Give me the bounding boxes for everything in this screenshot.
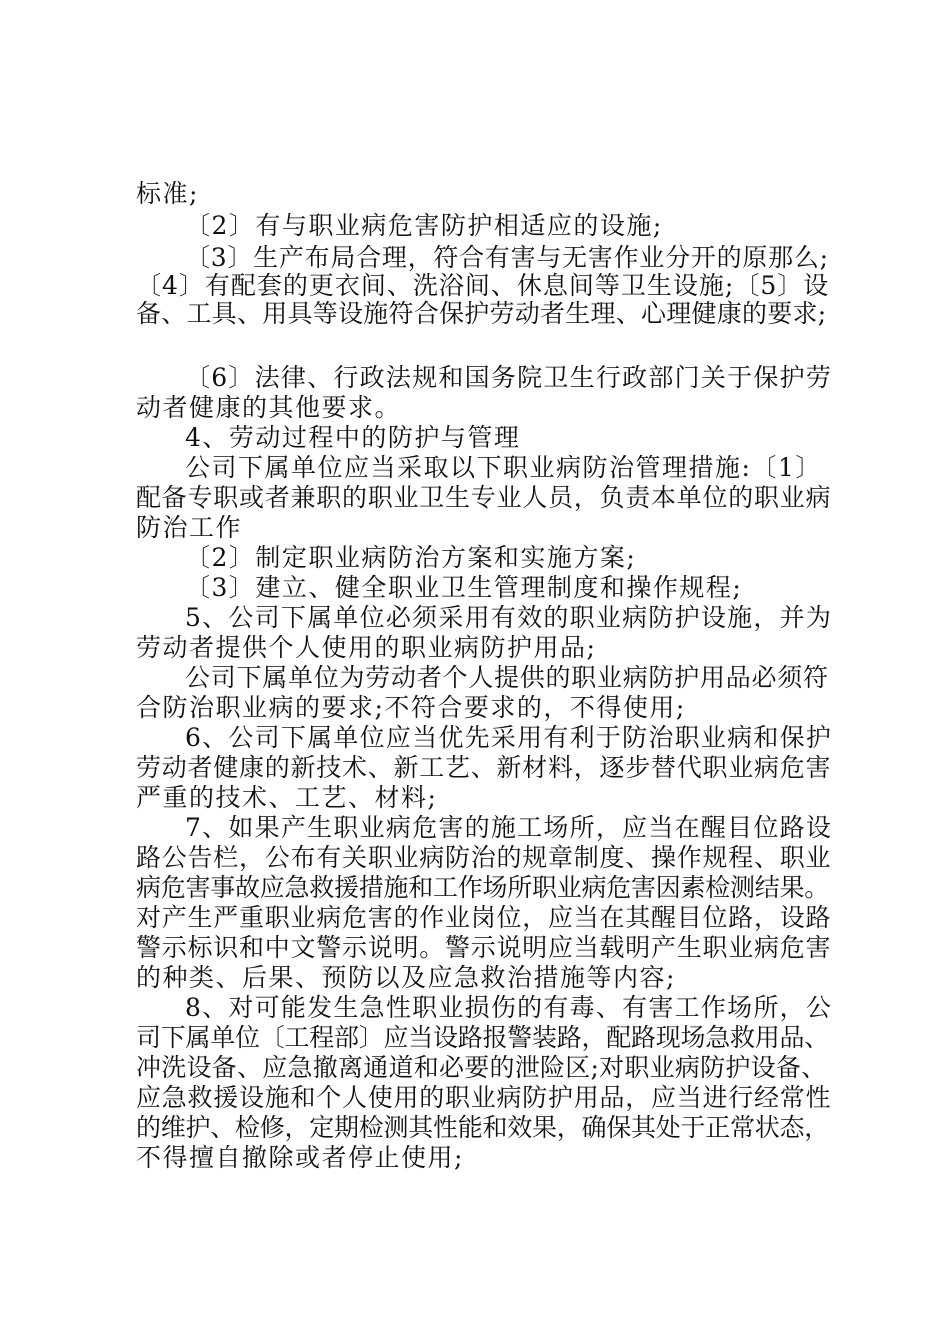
section-heading: 4、劳动过程中的防护与管理	[185, 423, 521, 452]
text-line: 公司下属单位为劳动者个人提供的职业病防护用品必须符	[185, 663, 829, 692]
text-line: 不得擅自撤除或者停止使用;	[136, 1143, 464, 1172]
text-line: 标准;	[136, 179, 199, 208]
text-line: 严重的技术、工艺、材料;	[136, 783, 438, 812]
text-line: 7、如果产生职业病危害的施工场所，应当在醒目位路设	[185, 813, 833, 842]
text-line: 〔2〕制定职业病防治方案和实施方案;	[185, 543, 637, 572]
text-line: 〔3〕建立、健全职业卫生管理制度和操作规程;	[185, 573, 743, 602]
text-line: 公司下属单位应当采取以下职业病防治管理措施:〔1〕	[185, 453, 822, 482]
text-line: 的维护、检修，定期检测其性能和效果，确保其处于正常状态，	[136, 1113, 830, 1142]
text-line: 劳动者健康的新技术、新工艺、新材料，逐步替代职业病危害	[136, 753, 832, 782]
text-line: 劳动者提供个人使用的职业病防护用品;	[136, 633, 597, 662]
text-line: 〔4〕有配套的更衣间、洗浴间、休息间等卫生设施;〔5〕设	[136, 271, 830, 300]
text-line: 〔3〕生产布局合理，符合有害与无害作业分开的原那么;	[185, 243, 829, 272]
text-line: 警示标识和中文警示说明。警示说明应当载明产生职业病危害	[136, 933, 832, 962]
text-line: 8、对可能发生急性职业损伤的有毒、有害工作场所，公	[185, 993, 833, 1022]
text-line: 6、公司下属单位应当优先采用有利于防治职业病和保护	[185, 723, 833, 752]
text-line: 防治工作	[136, 513, 243, 542]
text-line: 冲洗设备、应急撤离通道和必要的泄险区;对职业病防护设备、	[136, 1053, 827, 1082]
text-line: 动者健康的其他要求。	[136, 393, 402, 422]
text-line: 配备专职或者兼职的职业卫生专业人员，负责本单位的职业病	[136, 483, 832, 512]
text-line: 〔2〕有与职业病危害防护相适应的设施;	[185, 211, 663, 240]
text-line: 的种类、后果、预防以及应急救治措施等内容;	[136, 963, 676, 992]
text-line: 合防治职业病的要求;不符合要求的，不得使用;	[136, 693, 686, 722]
text-line: 对产生严重职业病危害的作业岗位，应当在其醒目位路，设路	[136, 903, 832, 932]
text-line: 5、公司下属单位必须采用有效的职业病防护设施，并为	[185, 603, 833, 632]
text-line: 〔6〕法律、行政法规和国务院卫生行政部门关于保护劳	[185, 363, 833, 392]
text-line: 备、工具、用具等设施符合保护劳动者生理、心理健康的要求;	[136, 299, 827, 328]
text-line: 病危害事故应急救援措施和工作场所职业病危害因素检测结果。	[136, 873, 830, 902]
text-line: 司下属单位〔工程部〕应当设路报警装路，配路现场急救用品、	[136, 1023, 830, 1052]
text-line: 应急救援设施和个人使用的职业病防护用品，应当进行经常性	[136, 1083, 832, 1112]
text-line: 路公告栏，公布有关职业病防治的规章制度、操作规程、职业	[136, 843, 832, 872]
